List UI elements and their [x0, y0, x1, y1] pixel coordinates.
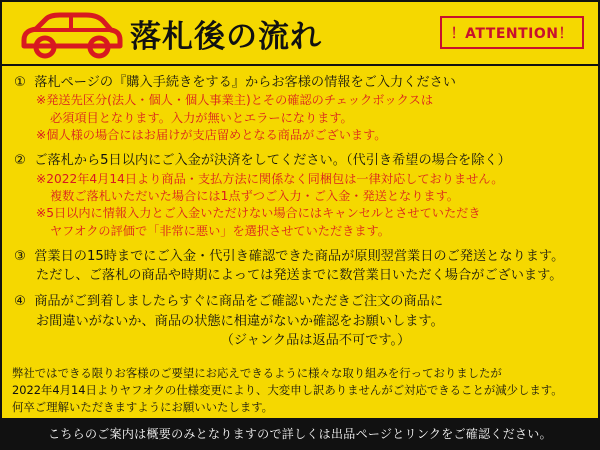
step-item	[14, 247, 586, 286]
step-line: 必須項目となります。入力が無いとエラーになります。	[50, 110, 353, 125]
step-line: 落札ページの『購入手続きをする』からお客様の情報をご入力ください	[34, 75, 456, 90]
header	[2, 2, 598, 64]
step-line: 複数ご落札いただいた場合には1点ずつご入力・ご入金・発送となります。	[50, 188, 459, 203]
step-line: ただし、ご落札の商品や時期によっては発送までに数営業日いただく場合がございます。	[36, 268, 563, 284]
footer-note	[2, 361, 598, 416]
step-item	[14, 292, 586, 350]
step-line: ※2022年4月14日より商品・支払方法に関係なく同梱包は一律対応しておりません。	[36, 171, 504, 186]
step-line: 営業日の15時までにご入金・代引き確認できた商品が原則翌営業日のご発送となります。	[34, 248, 565, 264]
steps-list	[2, 66, 598, 350]
step-marker: ①	[14, 75, 26, 90]
step-line: ご落札から5日以内にご入金が決済をしてください。（代引き希望の場合を除く）	[34, 153, 511, 169]
step-line: ヤフオクの評価で「非常に悪い」を選択させていただきます。	[50, 223, 390, 238]
footer-note-line: 何卒ご理解いただきますようにお願いいたします。	[12, 400, 274, 415]
footer-note-line: 2022年4月14日よりヤフオクの仕様変更により、大変申し訳ありませんがご対応できることが減少します。	[12, 383, 563, 398]
step-line: お間違いがないか、商品の状態に相違がないか確認をお願いします。	[36, 313, 444, 329]
step-item	[14, 73, 586, 144]
footer-bar	[2, 418, 598, 448]
step-line: ※発送先区分(法人・個人・個人事業主)とその確認のチェックボックスは	[36, 93, 434, 108]
step-marker: ③	[14, 248, 26, 264]
footer-bar-text: こちらのご案内は概要のみとなりますので詳しくは出品ページとリンクをご確認ください。	[48, 426, 552, 441]
step-line: 商品がご到着しましたらすぐに商品をご確認いただきご注文の商品に	[34, 294, 444, 310]
footer-note-line: 弊社ではできる限りお客様のご要望にお応えできるように様々な取り組みを行っておりましたが	[12, 366, 502, 381]
step-marker: ②	[14, 153, 26, 169]
step-line: ※5日以内に情報入力とご入金いただけない場合にはキャンセルとさせていただき	[36, 206, 481, 221]
page-title: 落札後の流れ	[130, 18, 322, 55]
car-icon	[16, 6, 126, 60]
step-line: ※個人様の場合にはお届けが支店留めとなる商品がございます。	[36, 127, 387, 142]
step-line: （ジャンク品は返品不可です。）	[220, 332, 411, 348]
attention-badge: ！ATTENTION！	[440, 16, 584, 49]
step-marker: ④	[14, 294, 26, 310]
step-item	[14, 151, 586, 240]
